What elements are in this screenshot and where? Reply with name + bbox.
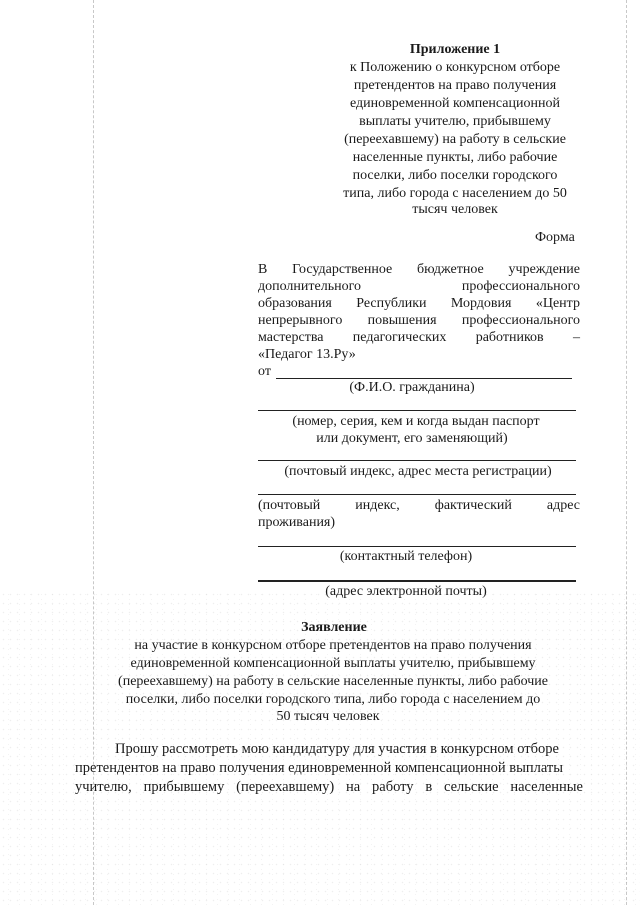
appendix-line: претендентов на право получения [353,78,557,93]
statement-line: 50 тысяч человек [276,709,380,724]
body-line: Прошу рассмотреть мою кандидатуру для участия в конкурсном отборе [115,741,559,757]
addressee-line: дополнительного профессионального [258,279,580,294]
appendix-line: поселки, либо поселки городского [352,168,558,183]
residence-line [258,494,576,495]
fio-line [276,378,572,379]
appendix-title: Приложение 1 [409,42,501,57]
passport-caption: или документ, его заменяющий) [316,431,508,446]
appendix-line: тысяч человек [412,202,498,217]
residence-caption: (почтовый индекс, фактический адрес [258,498,580,513]
appendix-line: единовременной компенсационной [350,96,560,111]
appendix-line: к Положению о конкурсном отборе [349,60,561,75]
passport-caption: (номер, серия, кем и когда выдан паспорт [292,414,540,429]
addressee-line: мастерства педагогических работников – [258,330,580,345]
appendix-line: населенные пункты, либо рабочие [352,150,558,165]
form-label: Форма [535,230,575,245]
email-line [258,580,576,582]
appendix-line: (переехавшему) на работу в сельские [344,132,566,147]
passport-line [258,410,576,411]
from-label: от [258,364,271,379]
appendix-line: выплаты учителю, прибывшему [359,114,551,129]
statement-line: единовременной компенсационной выплаты учителю, прибывшему [130,656,536,671]
phone-line [258,546,576,547]
body-line: претендентов на право получения единовременной компенсационной выплаты [75,760,563,776]
statement-line: (переехавшему) на работу в сельские населенные пункты, либо рабочие [118,674,548,689]
registration-line [258,460,576,461]
appendix-line: типа, либо города с населением до 50 [343,186,567,201]
addressee-line: образования Республики Мордовия «Центр [258,296,580,311]
registration-caption: (почтовый индекс, адрес места регистрации) [284,464,552,479]
email-caption: (адрес электронной почты) [325,584,487,599]
addressee-line: В Государственное бюджетное учреждение [258,262,580,277]
fio-caption: (Ф.И.О. гражданина) [349,380,475,395]
residence-caption: проживания) [258,515,336,530]
addressee-line: «Педагог 13.Ру» [258,347,356,362]
statement-line: поселки, либо поселки городского типа, либо города с населением до [125,692,541,707]
phone-caption: (контактный телефон) [339,549,473,564]
statement-line: на участие в конкурсном отборе претендентов на право получения [134,638,532,653]
statement-title: Заявление [301,620,367,635]
addressee-line: непрерывного повышения профессионального [258,313,580,328]
body-line: учителю, прибывшему (переехавшему) на работу в сельские населенные [75,779,583,795]
